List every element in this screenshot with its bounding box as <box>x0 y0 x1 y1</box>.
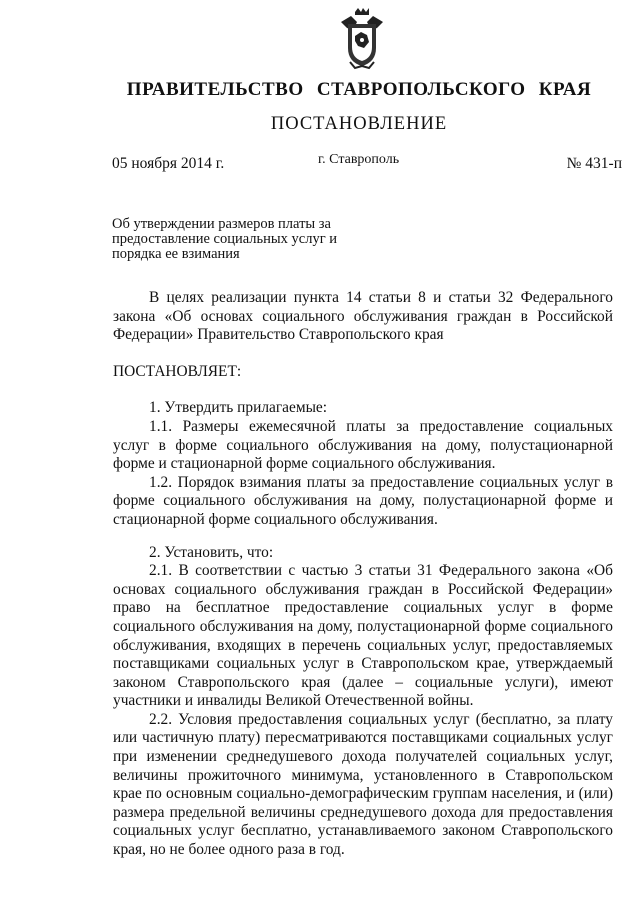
item-2-2-paragraph: 2.2. Условия предоставления социальных услуг (бесплатно, за плату или частичную плату) пересматриваются поставщиками социальных услуг при изменении среднедушевого дохода получателей социальных услуг, величины прожиточного минимума, установленного в Ставропольском крае по основным социально-демографическим группам населения, и (или) размера предельной величины среднедушевого дохода для предоставления социальных услуг бесплатно, устанавливаемого законом Ставропольского края, но не более одного раза в год. <box>113 710 613 859</box>
decree-word: ПОСТАНОВЛЯЕТ: <box>113 362 242 380</box>
document-date: 05 ноября 2014 г. <box>112 155 225 172</box>
document-body <box>113 289 613 860</box>
preamble-paragraph: В целях реализации пункта 14 статьи 8 и статьи 32 Федерального закона «Об основах социального обслуживания граждан в Российской Федерации» Правительство Ставропольского края <box>113 289 613 344</box>
document-type: ПОСТАНОВЛЕНИЕ <box>270 114 448 134</box>
item-2-1-paragraph: 2.1. В соответствии с частью 3 статьи 31 Федерального закона «Об основах социального обслуживания граждан в Российской Федерации» право на бесплатное предоставление социальных услуг в форме социального обслуживания на дому, полустационарной форме социального обслуживания, входящих в перечень социальных услуг, предоставляемых поставщиками социальных услуг в Ставропольском крае, утверждаемый законом Ставропольского края (далее – социальные услуги), имеют участники и инвалиды Великой Отечественной войны. <box>113 562 613 710</box>
item-1-title: 1. Утвердить прилагаемые: <box>149 399 328 417</box>
document-number: № 431-п <box>566 155 622 172</box>
document-city: г. Ставрополь <box>318 152 400 167</box>
item-2-title: 2. Установить, что: <box>149 543 274 561</box>
coat-of-arms-icon <box>337 8 387 70</box>
item-1-2-paragraph: 1.2. Порядок взимания платы за предоставление социальных услуг в форме социального обслуживания на дому, полустационарной форме и стационарной форме социального обслуживания. <box>113 473 613 528</box>
item-1-1-paragraph: 1.1. Размеры ежемесячной платы за предоставление социальных услуг в форме социального обслуживания на дому, полустационарной форме и стационарной форме социального обслуживания. <box>113 417 613 473</box>
document-subject: Об утверждении размеров платы за предоставление социальных услуг и порядка ее взимания <box>112 216 338 262</box>
organization-title: ПРАВИТЕЛЬСТВО СТАВРОПОЛЬСКОГО КРАЯ <box>126 79 592 100</box>
